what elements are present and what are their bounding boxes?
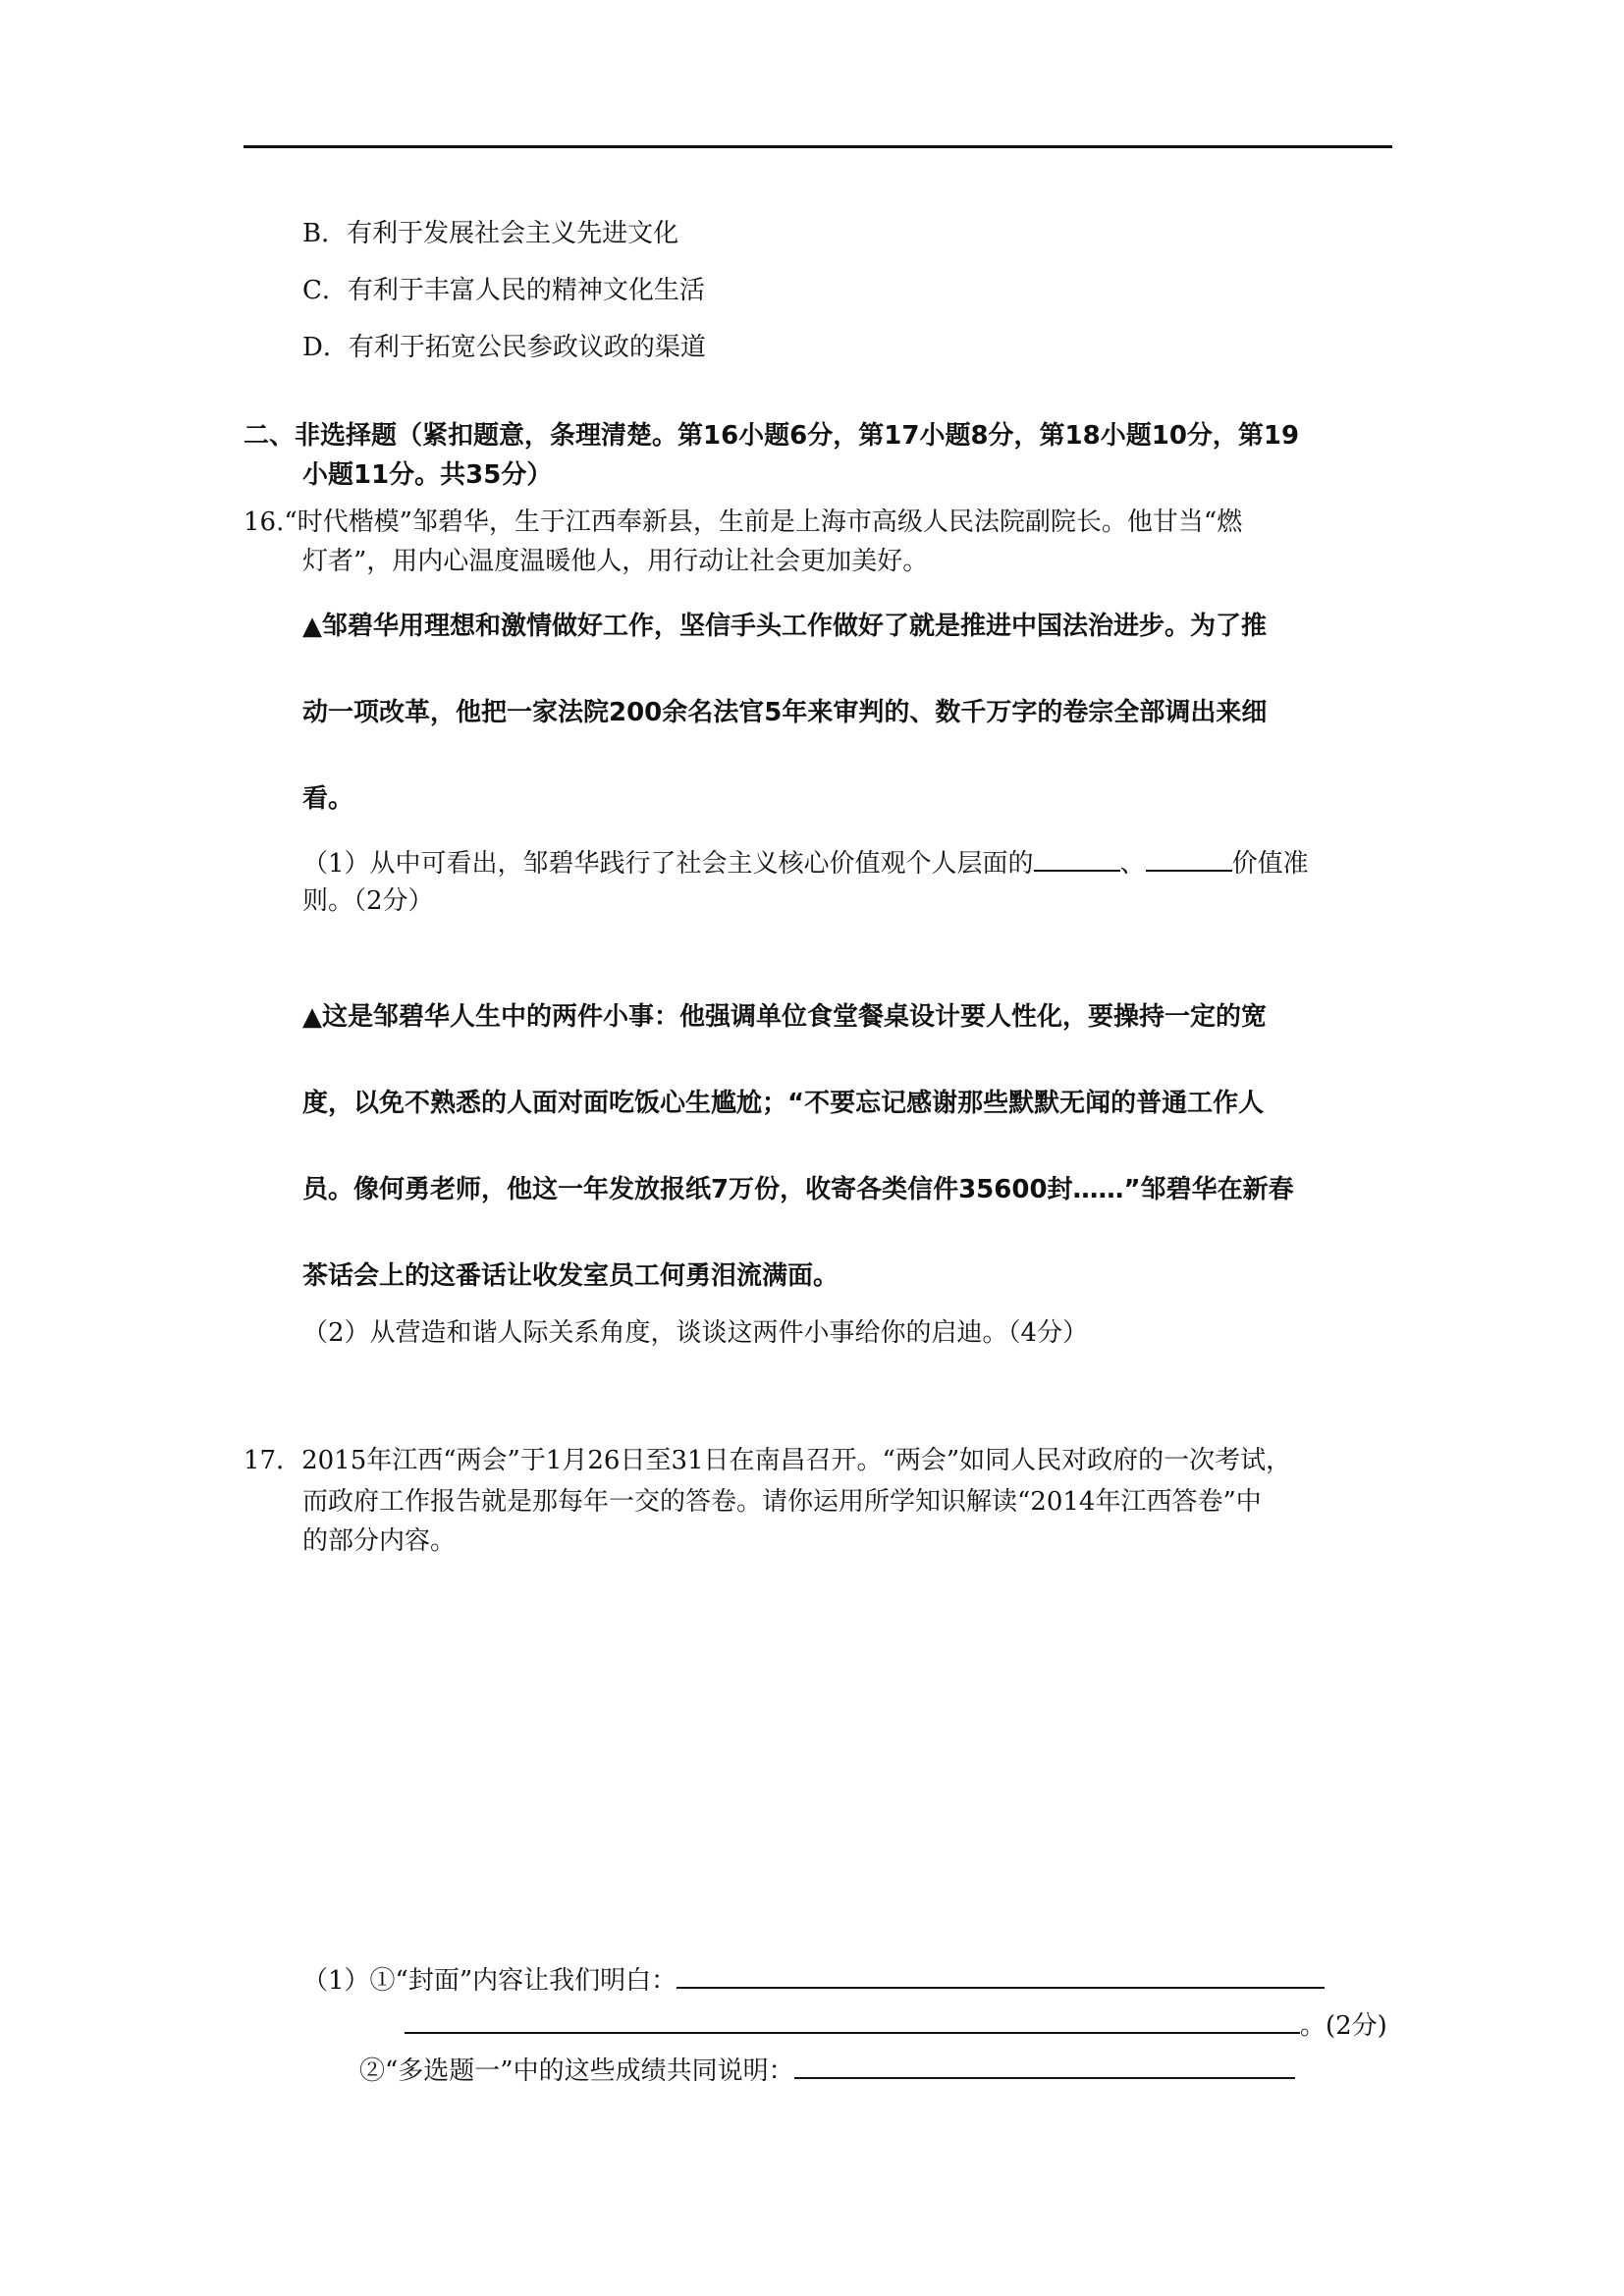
q16-material2-line4: 茶话会上的这番话让收发室员工何勇泪流满面。 [302, 1261, 839, 1291]
answer-blank-1[interactable] [1034, 844, 1120, 872]
q17-intro-cont2: 的部分内容。 [302, 1526, 457, 1556]
q16-material1-line2: 动一项改革，他把一家法院200余名法官5年来审判的、数千万字的卷宗全部调出来细 [302, 698, 1268, 727]
q16-sub1-prefix: （1）从中可看出，邹碧华践行了社会主义核心价值观个人层面的 [302, 849, 1034, 879]
q16-material2-line2: 度，以免不熟悉的人面对面吃饭心生尴尬；“不要忘记感谢那些默默无闻的普通工作人 [302, 1089, 1265, 1118]
answer-line-2[interactable] [405, 2006, 1300, 2034]
q16-intro-cont: 灯者”，用内心温度温暖他人，用行动让社会更加美好。 [302, 547, 929, 576]
q16-sub1-sep: 、 [1119, 849, 1146, 879]
q16-sub1 [302, 844, 1309, 881]
answer-blank-2[interactable] [1146, 844, 1232, 872]
q17-sub2 [359, 2052, 1295, 2089]
q17-intro-cont1: 而政府工作报告就是那每年一交的答卷。请你运用所学知识解读“2014年江西答卷”中 [302, 1487, 1262, 1517]
section2-title-cont: 小题11分。共35分） [302, 460, 553, 490]
q17-sub1-points: 。(2分) [1300, 2011, 1387, 2041]
q16-material1-line1: ▲邹碧华用理想和激情做好工作，坚信手头工作做好了就是推进中国法治进步。为了推 [302, 612, 1267, 641]
q16-intro: 16.“时代楷模”邹碧华，生于江西奉新县，生前是上海市高级人民法院副院长。他甘当“燃 [244, 507, 1243, 537]
q16-sub1-cont: 则。（2分） [302, 886, 434, 916]
option-c: C．有利于丰富人民的精神文化生活 [302, 276, 705, 305]
header-rule [244, 145, 1392, 148]
q16-sub1-suffix: 价值准 [1231, 849, 1309, 879]
q16-material2-line1: ▲这是邹碧华人生中的两件小事：他强调单位食堂餐桌设计要人性化，要操持一定的宽 [302, 1002, 1267, 1032]
answer-line-1[interactable] [677, 1961, 1325, 1989]
q17-sub1 [302, 1961, 1325, 1999]
q16-material1-line3: 看。 [302, 784, 354, 814]
q17-sub1-cont [405, 2006, 1387, 2044]
answer-line-3[interactable] [794, 2052, 1295, 2079]
q16-sub2: （2）从营造和谐人际关系角度，谈谈这两件小事给你的启迪。（4分） [302, 1318, 1089, 1348]
option-b: B．有利于发展社会主义先进文化 [302, 219, 679, 248]
q17-intro: 17．2015年江西“两会”于1月26日至31日在南昌召开。“两会”如同人民对政府的一次考试， [244, 1446, 1292, 1475]
option-d: D．有利于拓宽公民参政议政的渠道 [302, 333, 706, 362]
q17-sub2-label: ②“多选题一”中的这些成绩共同说明： [359, 2056, 794, 2086]
section2-title: 二、非选择题（紧扣题意，条理清楚。第16小题6分，第17小题8分，第18小题10分，第19 [244, 421, 1300, 451]
q16-material2-line3: 员。像何勇老师，他这一年发放报纸7万份，收寄各类信件35600封……”邹碧华在新春 [302, 1175, 1294, 1204]
q17-sub1-label: （1）①“封面”内容让我们明白： [302, 1966, 677, 1996]
